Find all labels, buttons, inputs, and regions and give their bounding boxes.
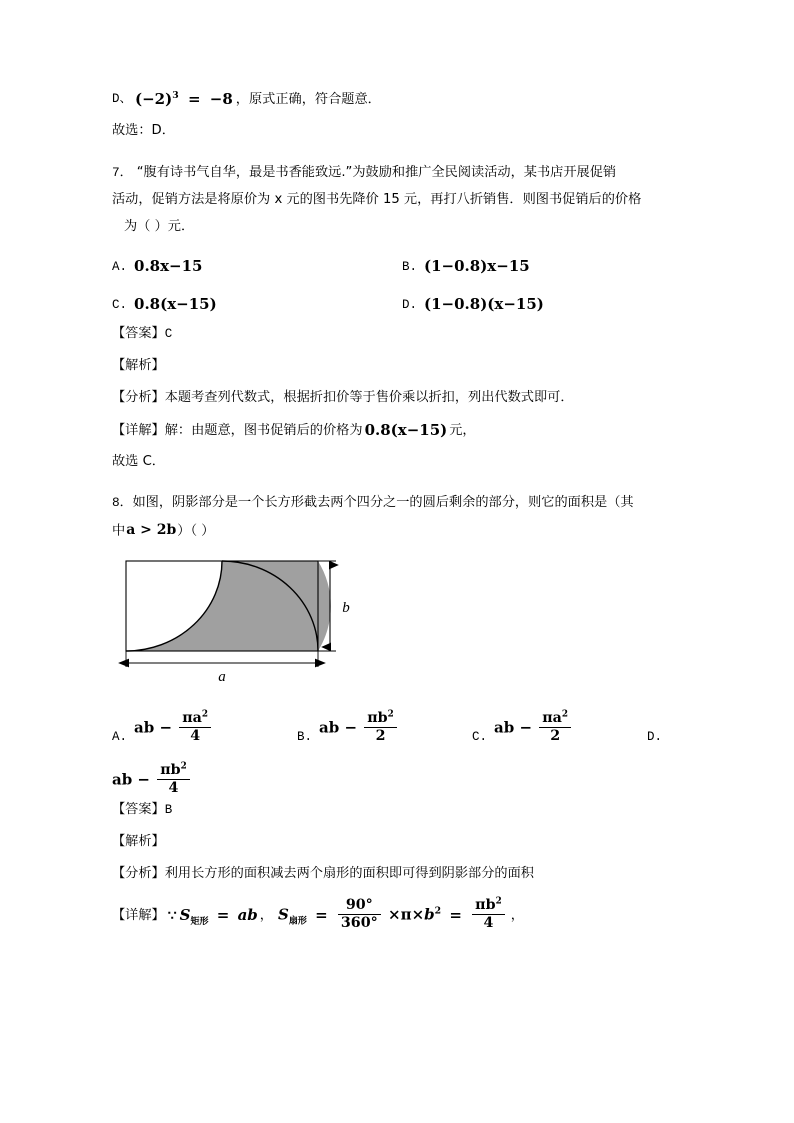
question-7 xyxy=(112,159,692,468)
q8-f2-subscript: 扇形 xyxy=(288,916,307,927)
q8-option-d-lead: ab − xyxy=(112,770,150,789)
q7-body-line2: 活动，促销方法是将原价为 x 元的图书先降价 15 元，再打八折销售．则图书促销后的价格 xyxy=(112,192,642,208)
q8-formula-1 xyxy=(179,906,258,928)
q8-option-d-label-holder[interactable] xyxy=(647,730,692,745)
q8-option-c-num-text: πa xyxy=(542,709,562,726)
question-8 xyxy=(112,489,692,933)
q8-fenxi-text: 利用长方形的面积减去两个扇形的面积即可得到阴影部分的面积 xyxy=(164,866,534,882)
q8-f2-mul-2: × xyxy=(411,905,425,924)
page-content xyxy=(112,92,692,949)
q8-f2-var-exp: 2 xyxy=(434,905,442,917)
q7-answer-label: 【答案】 xyxy=(112,325,165,341)
q8-body-line2-suffix: ）（ ） xyxy=(177,523,215,539)
q7-option-b-value: (1−0.8)x−15 xyxy=(424,256,530,275)
q8-because-symbol: ∵ xyxy=(167,907,177,924)
q8-f2-fraction-2 xyxy=(472,898,505,931)
q8-option-a-fraction xyxy=(179,708,211,744)
q7-options-row-2 xyxy=(112,285,692,323)
q8-xiangjie-label: 【详解】 xyxy=(112,908,165,924)
q6-comment: ，原式正确，符合题意． xyxy=(235,91,381,107)
q7-xiangjie-suffix: 元， xyxy=(449,423,476,439)
q8-option-b-den: 2 xyxy=(375,727,386,744)
q7-option-d-label: D. xyxy=(402,297,418,312)
q8-f1-symbol: S xyxy=(179,906,191,925)
q8-fenxi-label: 【分析】 xyxy=(112,866,165,882)
q7-xiangjie-prefix: 解：由题意，图书促销后的价格为 xyxy=(164,423,363,439)
q8-f2-frac2-den: 4 xyxy=(483,915,494,932)
q8-option-b-num-exp: 2 xyxy=(387,708,394,719)
q8-option-a-num xyxy=(179,708,211,728)
q8-f2-frac1-num: 90° xyxy=(338,898,381,915)
q8-option-d-fraction xyxy=(157,760,190,796)
q8-trailing-comma: ， xyxy=(510,908,524,924)
q8-answer-line xyxy=(112,803,692,817)
q7-option-c-label: C. xyxy=(112,297,128,312)
q8-option-c-num-exp: 2 xyxy=(561,708,569,719)
q7-fenxi-text: 本题考查列代数式，根据折扣价等于售价乘以折扣，列出代数式即可． xyxy=(164,390,574,406)
q7-option-b[interactable] xyxy=(402,257,692,275)
q6-equals: = xyxy=(187,90,201,108)
q8-body xyxy=(112,489,692,545)
q8-option-a-num-text: πa xyxy=(182,709,202,726)
q8-option-a-value xyxy=(134,708,213,745)
q8-option-a[interactable] xyxy=(112,708,297,745)
q8-option-b-lead: ab − xyxy=(319,718,358,737)
q7-option-c-value: 0.8(x−15) xyxy=(134,294,217,313)
q8-option-d-value[interactable] xyxy=(112,760,192,797)
q6-option-d-label: D、 xyxy=(112,92,133,107)
q8-f1-equals: = xyxy=(216,906,230,925)
q8-f2-equals-2: = xyxy=(449,905,462,924)
q8-jiexi-label: 【解析】 xyxy=(112,834,165,850)
q8-f2-equals: = xyxy=(315,905,328,924)
q7-option-d-value: (1−0.8)(x−15) xyxy=(424,294,544,313)
q8-f2-fraction-1 xyxy=(338,898,381,931)
q8-option-c-fraction xyxy=(539,708,571,744)
q8-f2-symbol: S xyxy=(277,905,289,924)
q8-option-d-den: 4 xyxy=(168,779,179,796)
q8-option-c[interactable] xyxy=(472,708,647,745)
q6-formula xyxy=(135,92,233,107)
width-label: a xyxy=(218,668,226,685)
q8-f2-frac1-den: 360° xyxy=(340,915,378,932)
q8-option-d-num-text: πb xyxy=(160,761,181,778)
q8-fenxi-line xyxy=(112,867,692,880)
height-label: b xyxy=(342,599,350,616)
q8-number: 8． xyxy=(112,494,133,510)
q7-fenxi-line xyxy=(112,391,692,404)
q7-options xyxy=(112,247,692,323)
q6-option-d-line xyxy=(112,92,692,107)
q7-option-a-label: A. xyxy=(112,259,128,274)
q8-f2-mul-1: × xyxy=(388,905,401,924)
q7-options-row-1 xyxy=(112,247,692,285)
q8-option-c-num xyxy=(539,708,571,728)
q8-option-d-num-exp: 2 xyxy=(180,760,187,771)
q7-option-c[interactable] xyxy=(112,295,402,313)
shaded-area xyxy=(126,561,331,651)
q8-option-b-num-text: πb xyxy=(367,709,388,726)
q8-f1-value: ab xyxy=(237,906,258,925)
q8-option-c-label: C. xyxy=(472,729,488,744)
q7-fenxi-label: 【分析】 xyxy=(112,390,165,406)
q8-f2-var: b xyxy=(424,905,435,924)
q8-f2-frac2-num-exp: 2 xyxy=(495,896,502,907)
q7-option-d[interactable] xyxy=(402,295,692,313)
q8-option-b-fraction xyxy=(364,708,397,744)
q8-body-line1: 如图，阴影部分是一个长方形截去两个四分之一的圆后剩余的部分，则它的面积是（其 xyxy=(132,494,634,510)
q8-option-c-den: 2 xyxy=(550,727,561,744)
q8-options-row-2 xyxy=(112,745,692,797)
q8-figure-svg xyxy=(118,555,358,685)
q7-option-a[interactable] xyxy=(112,257,402,275)
q8-f1-subscript: 矩形 xyxy=(190,917,209,928)
q8-option-d-label: D. xyxy=(647,729,663,744)
q8-option-b-num xyxy=(364,708,397,728)
q7-conclusion: 故选 C． xyxy=(112,454,165,470)
q8-option-b[interactable] xyxy=(297,708,472,745)
q8-option-c-lead: ab − xyxy=(494,718,533,737)
q8-option-c-value xyxy=(494,708,573,745)
q7-option-b-label: B. xyxy=(402,259,418,274)
q7-xiangjie-label: 【详解】 xyxy=(112,423,165,439)
q7-number: 7． xyxy=(112,165,133,181)
q8-xiangjie-line xyxy=(112,896,692,932)
q8-figure xyxy=(118,555,358,685)
q8-f2-frac2-num-text: πb xyxy=(475,897,496,914)
q8-options-row-1 xyxy=(112,699,692,745)
q8-option-d-num xyxy=(157,760,190,780)
q8-option-a-num-exp: 2 xyxy=(201,708,209,719)
q7-body-line1: “腹有诗书气自华，最是书香能致远.”为鼓励和推广全民阅读活动，某书店开展促销 xyxy=(136,165,617,181)
q8-option-a-label: A. xyxy=(112,729,128,744)
q7-body xyxy=(112,159,692,240)
q8-comma-1: ， xyxy=(259,908,273,924)
q8-condition: a > 2b xyxy=(126,521,177,538)
q8-answer-value: B xyxy=(164,802,173,817)
q7-option-a-value: 0.8x−15 xyxy=(134,256,203,275)
q6-base: (−2) xyxy=(135,90,173,108)
q8-f2-frac2-num xyxy=(472,898,505,915)
q6-result: −8 xyxy=(209,90,233,108)
q8-option-b-label: B. xyxy=(297,729,313,744)
q8-option-a-lead: ab − xyxy=(134,718,173,737)
q7-answer-value: C xyxy=(164,326,173,341)
q7-answer-line xyxy=(112,327,692,341)
q7-body-line3: 为（ ）元． xyxy=(124,219,195,235)
q6-conclusion: 故选：D． xyxy=(112,123,175,138)
q6-exponent: 3 xyxy=(172,90,179,101)
q8-option-a-den: 4 xyxy=(190,727,201,744)
q8-body-line2-prefix: 中 xyxy=(112,523,126,539)
q8-f2-pi: π xyxy=(400,905,412,924)
q7-jiexi-label: 【解析】 xyxy=(112,358,165,374)
q8-option-b-value xyxy=(319,708,399,745)
q8-answer-label: 【答案】 xyxy=(112,801,165,817)
q7-xiangjie-line xyxy=(112,423,692,438)
q7-xiangjie-formula: 0.8(x−15) xyxy=(364,421,448,440)
q8-formula-2 xyxy=(277,896,507,932)
